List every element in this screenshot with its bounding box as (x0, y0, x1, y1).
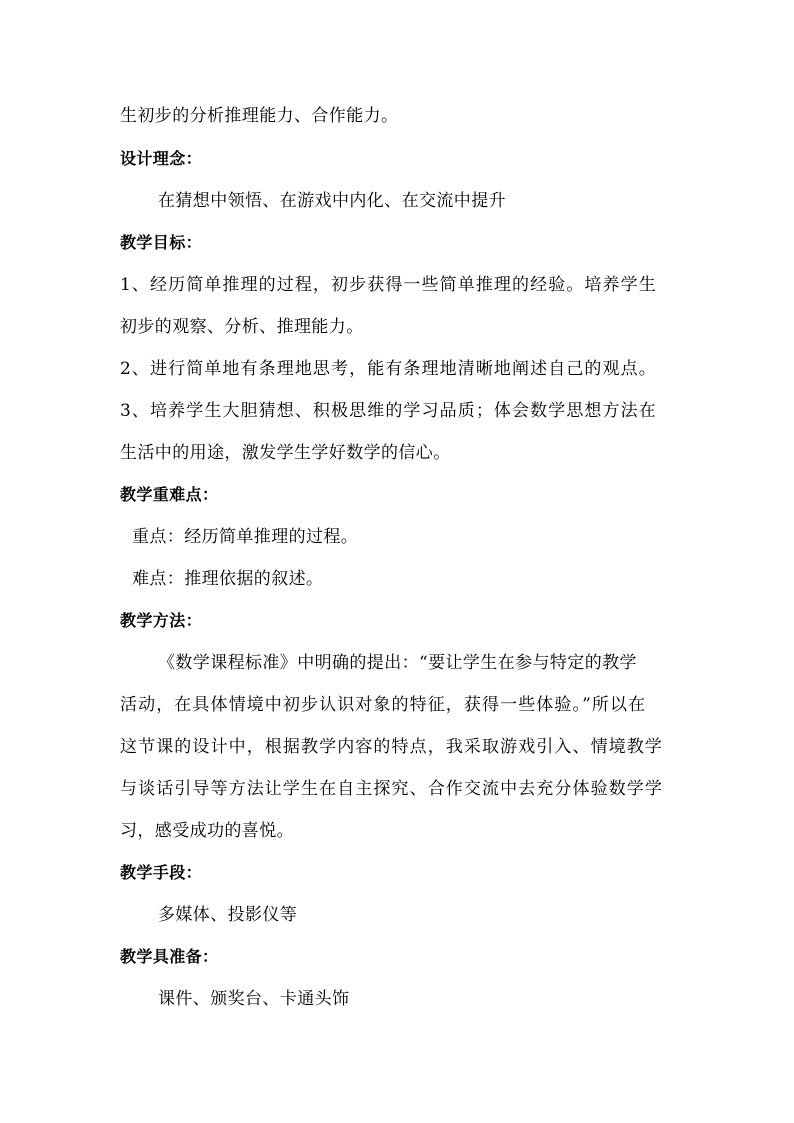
paragraph-text: 这节课的设计中，根据教学内容的特点，我采取游戏引入、情境教学 (120, 737, 663, 757)
paragraph-text: 习，感受成功的喜悦。 (120, 821, 294, 841)
paragraph-text: 2、进行简单地有条理地思考，能有条理地清晰地阐述自己的观点。 (120, 359, 657, 379)
paragraph-text: 《数学课程标准》中明确的提出：“要让学生在参与特定的教学 (158, 653, 637, 673)
section-heading-teaching-means: 教学手段： (120, 863, 203, 882)
section-heading-teaching-goals: 教学目标： (120, 233, 203, 252)
paragraph-text: 多媒体、投影仪等 (158, 905, 298, 925)
paragraph-text: 难点：推理依据的叙述。 (132, 569, 324, 589)
paragraph-text: 重点：经历简单推理的过程。 (132, 527, 359, 547)
paragraph-text: 在猜想中领悟、在游戏中内化、在交流中提升 (158, 191, 506, 211)
section-heading-teaching-methods: 教学方法： (120, 611, 203, 630)
paragraph-text: 活动，在具体情境中初步认识对象的特征，获得一些体验。”所以在 (120, 695, 647, 715)
paragraph-text: 生活中的用途，激发学生学好数学的信心。 (120, 443, 451, 463)
paragraph-text: 生初步的分析推理能力、合作能力。 (120, 106, 399, 126)
section-heading-key-points: 教学重难点： (120, 485, 219, 504)
paragraph-text: 与谈话引导等方法让学生在自主探究、合作交流中去充分体验数学学 (120, 779, 663, 799)
paragraph-text: 3、培养学生大胆猜想、积极思维的学习品质；体会数学思想方法在 (120, 401, 657, 421)
paragraph-text: 初步的观察、分析、推理能力。 (120, 317, 364, 337)
paragraph-text: 课件、颁奖台、卡通头饰 (158, 989, 350, 1009)
section-heading-materials: 教学具准备： (120, 947, 219, 966)
section-heading-design-concept: 设计理念： (120, 149, 203, 168)
paragraph-text: 1、经历简单推理的过程，初步获得一些简单推理的经验。培养学生 (120, 275, 657, 295)
